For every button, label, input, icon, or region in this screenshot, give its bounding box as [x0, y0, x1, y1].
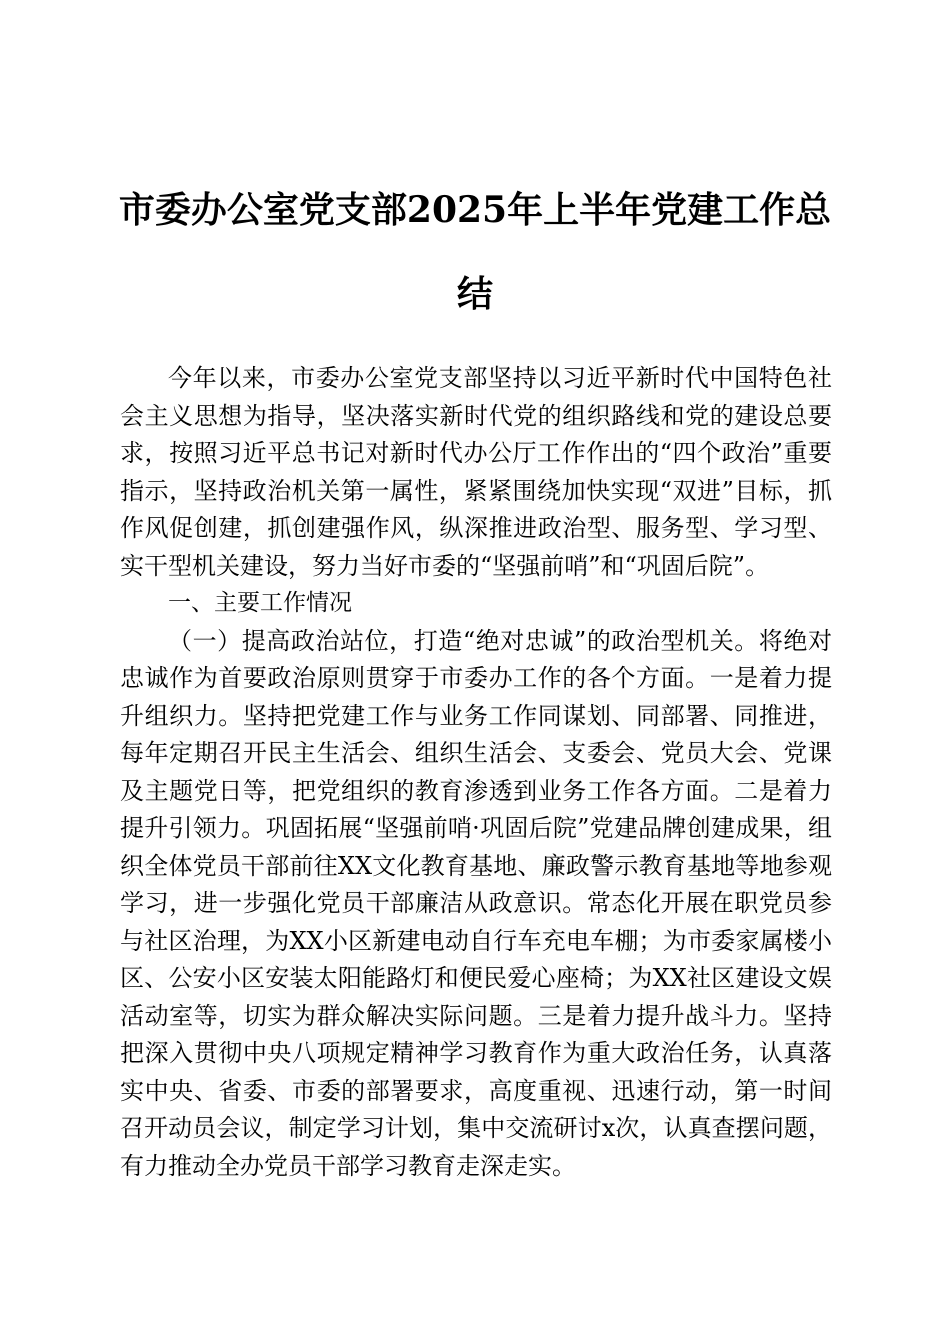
section-paragraph: （一）提高政治站位，打造“绝对忠诚”的政治型机关。将绝对忠诚作为首要政治原则贯穿于市委办工作的各个方面。一是着力提升组织力。坚持把党建工作与业务工作同谋划、同部署、同推进，每年定期召开民主生活会、组织生活会、支委会、党员大会、党课及主题党日等，把党组织的教育渗透到业务工作各方面。二是着力提升引领力。巩固拓展“坚强前哨·巩固后院”党建品牌创建成果，组织全体党员干部前往XX文化教育基地、廉政警示教育基地等地参观学习，进一步强化党员干部廉洁从政意识。常态化开展在职党员参与社区治理，为XX小区新建电动自行车充电车棚；为市委家属楼小区、公安小区安装太阳能路灯和便民爱心座椅；为XX社区建设文娱活动室等，切实为群众解决实际问题。三是着力提升战斗力。坚持把深入贯彻中央八项规定精神学习教育作为重大政治任务，认真落实中央、省委、市委的部署要求，高度重视、迅速行动，第一时间召开动员会议，制定学习计划，集中交流研讨x次，认真查摆问题，有力推动全办党员干部学习教育走深走实。 [120, 626, 832, 1180]
intro-paragraph: 今年以来，市委办公室党支部坚持以习近平新时代中国特色社会主义思想为指导，坚决落实新时代党的组织路线和党的建设总要求，按照习近平总书记对新时代办公厅工作作出的“四个政治”重要指示，坚持政治机关第一属性，紧紧围绕加快实现“双进”目标，抓作风促创建，抓创建强作风，纵深推进政治型、服务型、学习型、实干型机关建设，努力当好市委的“坚强前哨”和“巩固后院”。 [120, 364, 832, 580]
document-body [120, 360, 832, 1185]
section-heading: 一、主要工作情况 [168, 590, 352, 616]
document-title: 市委办公室党支部2025年上半年党建工作总结 [118, 189, 832, 315]
